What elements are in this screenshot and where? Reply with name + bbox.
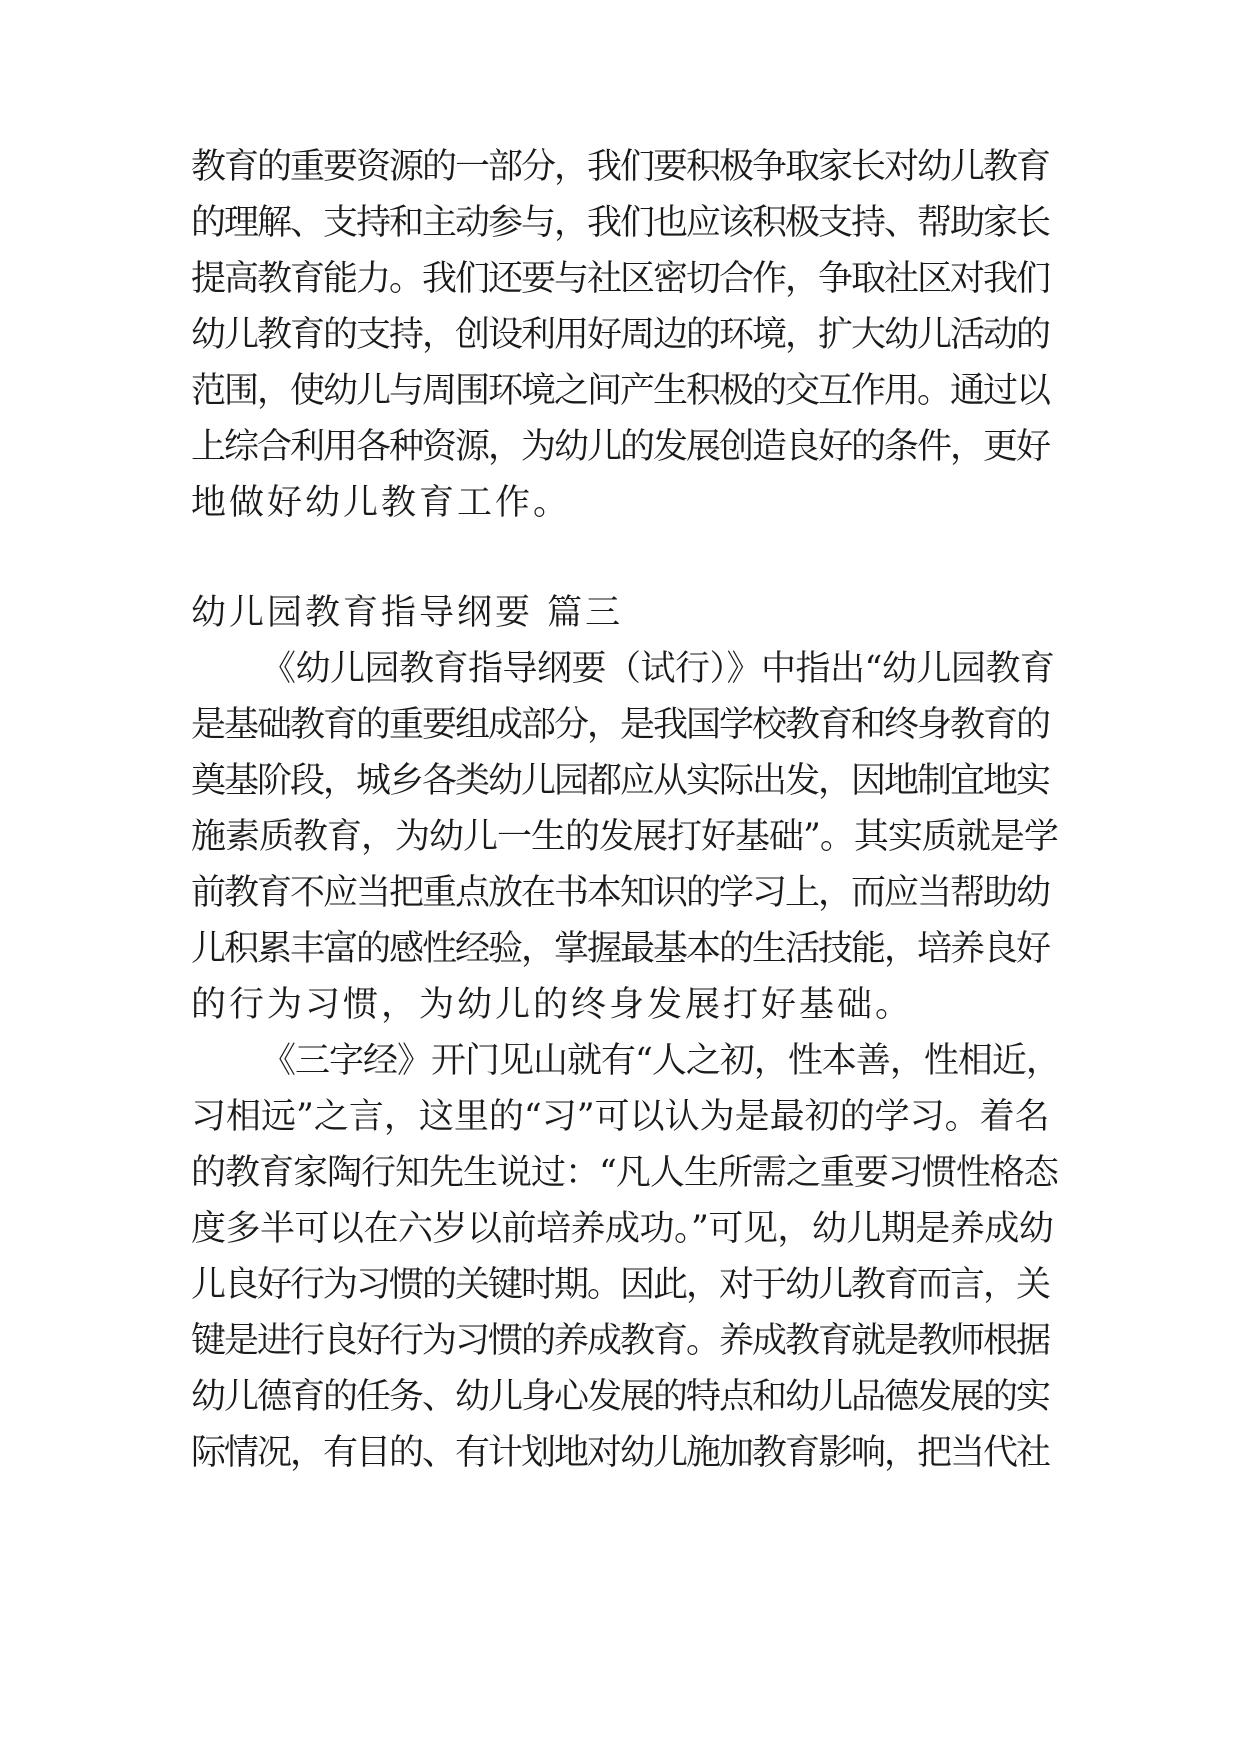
paragraph-2-line: 儿积累丰富的感性经验，掌握最基本的生活技能，培养良好 xyxy=(191,929,1050,969)
intro-paragraph-line: 上综合利用各种资源，为幼儿的发展创造良好的条件，更好 xyxy=(191,427,1050,467)
paragraph-3-line: 儿良好行为习惯的关键时期。因此，对于幼儿教育而言，关 xyxy=(191,1265,1050,1305)
intro-paragraph-line: 幼儿教育的支持，创设利用好周边的环境，扩大幼儿活动的 xyxy=(191,315,1050,355)
paragraph-2-line: 的行为习惯，为幼儿的终身发展打好基础。 xyxy=(191,985,914,1025)
paragraph-2-line: 前教育不应当把重点放在书本知识的学习上，而应当帮助幼 xyxy=(191,873,1050,913)
paragraph-2-line: 施素质教育，为幼儿一生的发展打好基础”。其实质就是学 xyxy=(191,817,1058,857)
paragraph-3-line: 际情况，有目的、有计划地对幼儿施加教育影响，把当代社 xyxy=(191,1433,1050,1473)
section-heading: 幼儿园教育指导纲要 篇三 xyxy=(191,593,624,633)
paragraph-2-line: 《幼儿园教育指导纲要（试行）》中指出“幼儿园教育 xyxy=(261,649,1055,689)
paragraph-3-line: 习相远”之言，这里的“习”可以认为是最初的学习。着名 xyxy=(191,1097,1050,1137)
paragraph-3-line: 度多半可以在六岁以前培养成功。”可见，幼儿期是养成幼 xyxy=(191,1209,1054,1249)
intro-paragraph-line: 范围，使幼儿与周围环境之间产生积极的交互作用。通过以 xyxy=(191,371,1050,411)
paragraph-3-line: 《三字经》开门见山就有“人之初，性本善，性相近， xyxy=(261,1041,1060,1081)
intro-paragraph-line: 提高教育能力。我们还要与社区密切合作，争取社区对我们 xyxy=(191,259,1050,299)
intro-paragraph-line: 地做好幼儿教育工作。 xyxy=(191,483,572,523)
paragraph-3-line: 键是进行良好行为习惯的养成教育。养成教育就是教师根据 xyxy=(191,1321,1050,1361)
intro-paragraph-line: 教育的重要资源的一部分，我们要积极争取家长对幼儿教育 xyxy=(191,147,1050,187)
paragraph-3-line: 的教育家陶行知先生说过：“凡人生所需之重要习惯性格态 xyxy=(191,1153,1058,1193)
paragraph-2-line: 奠基阶段，城乡各类幼儿园都应从实际出发，因地制宜地实 xyxy=(191,761,1050,801)
paragraph-2-line: 是基础教育的重要组成部分，是我国学校教育和终身教育的 xyxy=(191,705,1050,745)
intro-paragraph-line: 的理解、支持和主动参与，我们也应该积极支持、帮助家长 xyxy=(191,203,1050,243)
paragraph-3-line: 幼儿德育的任务、幼儿身心发展的特点和幼儿品德发展的实 xyxy=(191,1377,1050,1417)
